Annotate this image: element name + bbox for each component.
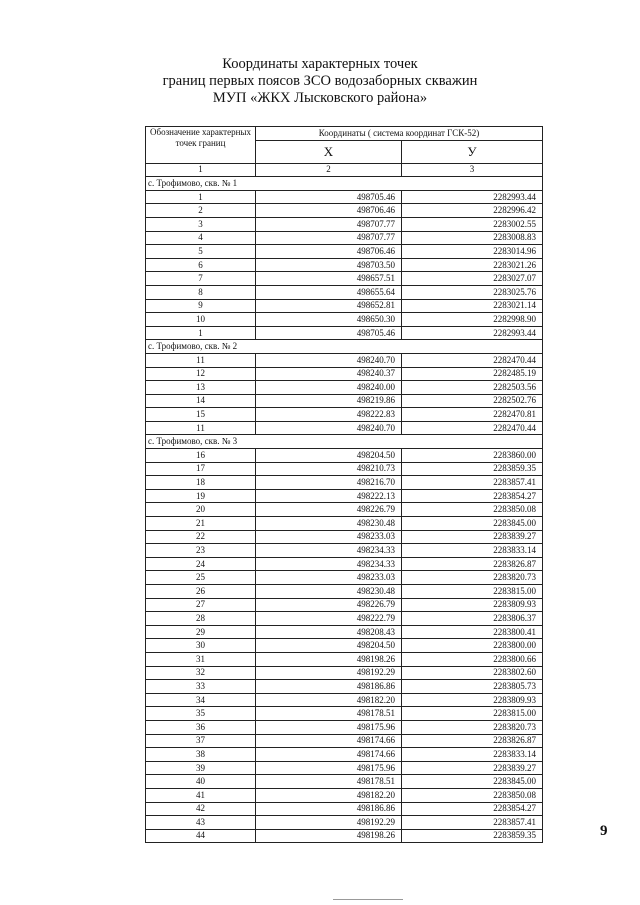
point-number: 30 [146,639,256,653]
column-number-3: 3 [402,163,543,177]
point-number: 26 [146,585,256,599]
coord-x: 498706.46 [256,204,402,218]
table-row [146,734,543,748]
coord-y: 2283854.27 [402,802,543,816]
coord-x: 498198.26 [256,829,402,843]
table-row [146,639,543,653]
table-row [146,788,543,802]
coord-y: 2283820.73 [402,720,543,734]
coord-x: 498174.66 [256,734,402,748]
coord-x: 498175.96 [256,720,402,734]
footer-divider [333,899,403,900]
table-row [146,693,543,707]
point-number: 27 [146,598,256,612]
point-number: 1 [146,326,256,340]
coord-y: 2282502.76 [402,394,543,408]
coord-x: 498204.50 [256,639,402,653]
coord-y: 2283802.60 [402,666,543,680]
coord-y: 2283857.41 [402,816,543,830]
point-number: 36 [146,720,256,734]
section-title: с. Трофимово, скв. № 1 [146,177,543,191]
point-number: 28 [146,612,256,626]
point-number: 21 [146,517,256,531]
table-row [146,680,543,694]
table-row [146,517,543,531]
coord-x: 498192.29 [256,666,402,680]
coord-y: 2283857.41 [402,476,543,490]
point-number: 24 [146,557,256,571]
table-row [146,231,543,245]
coord-y: 2282470.44 [402,421,543,435]
point-number: 23 [146,544,256,558]
coord-y: 2283014.96 [402,245,543,259]
table-row [146,761,543,775]
point-number: 15 [146,408,256,422]
point-number: 17 [146,462,256,476]
point-number: 9 [146,299,256,313]
header-designation: Обозначение характерных точек границ [146,127,256,164]
point-number: 25 [146,571,256,585]
point-number: 11 [146,353,256,367]
point-number: 19 [146,489,256,503]
coord-x: 498706.46 [256,245,402,259]
coord-y: 2283809.93 [402,693,543,707]
point-number: 14 [146,394,256,408]
coord-y: 2283859.35 [402,829,543,843]
table-row [146,408,543,422]
table-row [146,625,543,639]
coordinates-table [145,126,543,843]
coord-x: 498226.79 [256,598,402,612]
table-row [146,571,543,585]
coord-y: 2283839.27 [402,761,543,775]
coord-y: 2283859.35 [402,462,543,476]
table-row [146,666,543,680]
table-row [146,557,543,571]
coord-x: 498222.13 [256,489,402,503]
section-row [146,177,543,191]
table-row [146,245,543,259]
table-row [146,353,543,367]
coord-x: 498222.79 [256,612,402,626]
coord-x: 498186.86 [256,802,402,816]
section-title: с. Трофимово, скв. № 3 [146,435,543,449]
table-row [146,748,543,762]
coord-y: 2282485.19 [402,367,543,381]
table-row [146,829,543,843]
column-number-1: 1 [146,163,256,177]
table-row [146,258,543,272]
document-title [0,56,640,107]
point-number: 44 [146,829,256,843]
table-row [146,544,543,558]
point-number: 33 [146,680,256,694]
point-number: 37 [146,734,256,748]
table-row [146,585,543,599]
coord-y: 2282996.42 [402,204,543,218]
coord-x: 498204.50 [256,449,402,463]
point-number: 2 [146,204,256,218]
coord-y: 2283800.00 [402,639,543,653]
point-number: 7 [146,272,256,286]
coord-x: 498186.86 [256,680,402,694]
coord-y: 2283850.08 [402,788,543,802]
table-row [146,775,543,789]
table-row [146,272,543,286]
point-number: 16 [146,449,256,463]
point-number: 13 [146,381,256,395]
point-number: 22 [146,530,256,544]
coord-y: 2283008.83 [402,231,543,245]
point-number: 3 [146,217,256,231]
table-row [146,476,543,490]
column-number-2: 2 [256,163,402,177]
coord-y: 2283806.37 [402,612,543,626]
title-line-3: МУП «ЖКХ Лысковского района» [212,90,428,106]
table-row [146,367,543,381]
point-number: 5 [146,245,256,259]
coord-x: 498234.33 [256,544,402,558]
table-row [146,217,543,231]
point-number: 6 [146,258,256,272]
table-header-row [146,127,543,141]
point-number: 35 [146,707,256,721]
coord-x: 498174.66 [256,748,402,762]
coord-x: 498240.70 [256,421,402,435]
coord-y: 2283833.14 [402,544,543,558]
coord-y: 2283820.73 [402,571,543,585]
table-row [146,190,543,204]
section-title: с. Трофимово, скв. № 2 [146,340,543,354]
coord-y: 2283800.41 [402,625,543,639]
coord-y: 2283850.08 [402,503,543,517]
table-row [146,503,543,517]
point-number: 20 [146,503,256,517]
coord-x: 498233.03 [256,571,402,585]
coord-y: 2282998.90 [402,313,543,327]
coord-x: 498198.26 [256,652,402,666]
coord-x: 498178.51 [256,775,402,789]
section-row [146,435,543,449]
coord-y: 2283860.00 [402,449,543,463]
coord-y: 2282993.44 [402,326,543,340]
coord-y: 2283805.73 [402,680,543,694]
table-row [146,707,543,721]
table-row [146,652,543,666]
coord-y: 2283845.00 [402,517,543,531]
coord-y: 2282503.56 [402,381,543,395]
header-coordinates: Координаты ( система координат ГСК-52) [256,127,543,141]
coord-x: 498230.48 [256,517,402,531]
point-number: 43 [146,816,256,830]
coord-x: 498707.77 [256,231,402,245]
coord-x: 498240.70 [256,353,402,367]
coord-x: 498208.43 [256,625,402,639]
coord-x: 498703.50 [256,258,402,272]
coord-y: 2282470.81 [402,408,543,422]
coord-y: 2283826.87 [402,557,543,571]
coord-x: 498657.51 [256,272,402,286]
coord-y: 2283800.66 [402,652,543,666]
coord-x: 498240.37 [256,367,402,381]
coord-y: 2283021.14 [402,299,543,313]
coord-x: 498707.77 [256,217,402,231]
coord-x: 498230.48 [256,585,402,599]
table-row [146,612,543,626]
table-row [146,489,543,503]
point-number: 29 [146,625,256,639]
coord-x: 498240.00 [256,381,402,395]
table-row [146,530,543,544]
point-number: 40 [146,775,256,789]
point-number: 10 [146,313,256,327]
table-row [146,326,543,340]
coord-y: 2283854.27 [402,489,543,503]
coord-y: 2282993.44 [402,190,543,204]
table-column-numbers-row [146,163,543,177]
point-number: 34 [146,693,256,707]
table-row [146,313,543,327]
page-number: 9 [600,823,608,839]
coord-x: 498705.46 [256,326,402,340]
coord-x: 498222.83 [256,408,402,422]
coord-y: 2283002.55 [402,217,543,231]
table-row [146,802,543,816]
coord-y: 2283809.93 [402,598,543,612]
table-row [146,204,543,218]
coord-y: 2283025.76 [402,285,543,299]
point-number: 1 [146,190,256,204]
point-number: 11 [146,421,256,435]
table-row [146,720,543,734]
point-number: 31 [146,652,256,666]
coord-y: 2283833.14 [402,748,543,762]
coordinates-table-body [146,127,543,843]
point-number: 4 [146,231,256,245]
table-row [146,421,543,435]
coord-x: 498175.96 [256,761,402,775]
coord-x: 498182.20 [256,693,402,707]
coord-x: 498705.46 [256,190,402,204]
coord-y: 2283845.00 [402,775,543,789]
table-row [146,381,543,395]
point-number: 8 [146,285,256,299]
title-line-1: Координаты характерных точек [222,56,418,72]
coord-x: 498650.30 [256,313,402,327]
coord-y: 2283815.00 [402,707,543,721]
point-number: 18 [146,476,256,490]
section-row [146,340,543,354]
coord-y: 2283021.26 [402,258,543,272]
point-number: 38 [146,748,256,762]
coord-y: 2283027.07 [402,272,543,286]
table-row [146,816,543,830]
point-number: 32 [146,666,256,680]
coord-y: 2283826.87 [402,734,543,748]
table-row [146,449,543,463]
header-x: Х [256,140,402,163]
table-row [146,299,543,313]
point-number: 12 [146,367,256,381]
coord-x: 498234.33 [256,557,402,571]
table-row [146,394,543,408]
point-number: 42 [146,802,256,816]
coord-x: 498655.64 [256,285,402,299]
point-number: 39 [146,761,256,775]
header-y: У [402,140,543,163]
coord-x: 498192.29 [256,816,402,830]
table-row [146,285,543,299]
table-row [146,598,543,612]
coord-x: 498216.70 [256,476,402,490]
coord-x: 498226.79 [256,503,402,517]
coord-x: 498210.73 [256,462,402,476]
coord-y: 2282470.44 [402,353,543,367]
coord-x: 498178.51 [256,707,402,721]
coord-x: 498233.03 [256,530,402,544]
coord-x: 498219.86 [256,394,402,408]
coord-y: 2283815.00 [402,585,543,599]
point-number: 41 [146,788,256,802]
title-line-2: границ первых поясов ЗСО водозаборных скважин [162,73,478,89]
coord-x: 498182.20 [256,788,402,802]
coord-x: 498652.81 [256,299,402,313]
table-row [146,462,543,476]
coord-y: 2283839.27 [402,530,543,544]
